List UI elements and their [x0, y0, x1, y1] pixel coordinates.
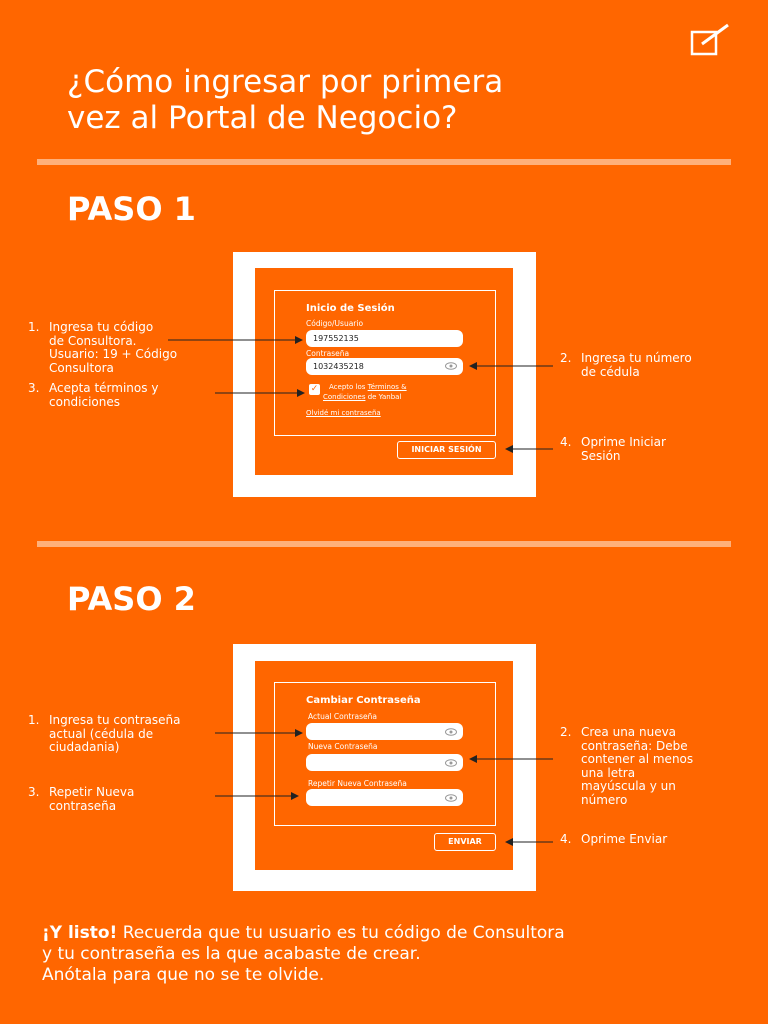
step2-instruction-3-text	[49, 786, 134, 813]
user-field[interactable]: 197552135	[306, 330, 463, 347]
step1-instruction-2	[560, 352, 760, 382]
password-field-value: 1032435218	[313, 362, 364, 371]
step1-instruction-4-num: 4.	[560, 435, 572, 449]
divider-middle	[37, 541, 731, 547]
step2-instruction-3-line: Repetir Nueva	[49, 785, 135, 799]
edit-icon[interactable]	[688, 22, 732, 58]
step2-instruction-1-line: ciudadania)	[49, 740, 120, 754]
terms-link[interactable]: Términos &	[367, 383, 407, 391]
closing-message	[42, 923, 742, 986]
password-field[interactable]	[306, 358, 463, 375]
step2-instruction-1-line: Ingresa tu contraseña	[49, 713, 181, 727]
step1-instruction-1-num: 1.	[28, 320, 40, 334]
terms-checkbox[interactable]: ✓	[310, 384, 319, 394]
step2-instruction-2-line: contener al menos	[581, 752, 694, 766]
step2-instruction-4	[560, 833, 760, 849]
step2-heading: PASO 2	[67, 580, 196, 618]
password-field-label: Contraseña	[306, 349, 350, 358]
step2-instruction-3-line: contraseña	[49, 798, 117, 813]
login-button[interactable]: INICIAR SESIÓN	[397, 441, 496, 459]
step2-instruction-2	[560, 726, 765, 811]
step1-instruction-3-line: condiciones	[49, 394, 121, 409]
step1-instruction-3-num: 3.	[28, 381, 40, 395]
step2-instruction-2-line: número	[581, 792, 628, 807]
step1-instruction-3-text	[49, 382, 158, 409]
step2-instruction-2-line: mayúscula y un	[581, 779, 676, 793]
forgot-password-link[interactable]: Olvidé mi contraseña	[306, 409, 381, 417]
step2-instruction-1-num: 1.	[28, 713, 40, 727]
step1-instruction-3	[28, 382, 228, 412]
step1-instruction-4-line: Sesión	[581, 448, 621, 463]
terms-text	[323, 382, 439, 402]
step1-instruction-1-line: Usuario: 19 + Código	[49, 347, 178, 361]
step2-instruction-2-num: 2.	[560, 725, 572, 739]
show-current-password-icon[interactable]	[445, 728, 457, 736]
change-password-title: Cambiar Contraseña	[306, 695, 421, 706]
new-password-field[interactable]	[306, 754, 463, 771]
step2-instruction-1	[28, 714, 228, 759]
divider-top	[37, 159, 731, 165]
step2-instruction-2-line: una letra	[581, 765, 636, 780]
step2-instruction-4-num: 4.	[560, 832, 572, 846]
step2-instruction-1-line: actual (cédula de	[49, 726, 154, 741]
step1-instruction-4-text	[581, 436, 666, 463]
send-button[interactable]: ENVIAR	[434, 833, 496, 851]
closing-line2: y tu contraseña es la que acabaste de crear.	[42, 944, 421, 964]
step2-instruction-2-text	[581, 726, 693, 807]
repeat-password-label: Repetir Nueva Contraseña	[308, 779, 407, 788]
step2-instruction-2-line: contraseña: Debe	[581, 738, 688, 753]
step2-instruction-3-num: 3.	[28, 785, 40, 799]
step1-instruction-2-text	[581, 352, 692, 379]
step1-instruction-1-line: de Consultora.	[49, 333, 137, 348]
show-password-icon[interactable]	[445, 362, 457, 370]
step1-instruction-1-line: Ingresa tu código	[49, 320, 154, 334]
step2-instruction-2-line: Crea una nueva	[581, 725, 677, 739]
current-password-label: Actual Contraseña	[308, 712, 377, 721]
step1-instruction-1	[28, 321, 228, 381]
login-form-title: Inicio de Sesión	[306, 303, 395, 314]
step2-instruction-3	[28, 786, 228, 816]
step1-heading: PASO 1	[67, 190, 196, 228]
terms-post: de Yanbal	[365, 393, 402, 401]
terms-pre: Acepto los	[329, 383, 368, 391]
step1-instruction-2-num: 2.	[560, 351, 572, 365]
closing-line1: Recuerda que tu usuario es tu código de Consultora	[117, 923, 565, 943]
show-new-password-icon[interactable]	[445, 759, 457, 767]
step1-instruction-4-line: Oprime Iniciar	[581, 435, 666, 449]
step1-instruction-2-line: de cédula	[581, 364, 640, 379]
step1-instruction-1-line: Consultora	[49, 360, 114, 375]
step1-instruction-2-line: Ingresa tu número	[581, 351, 692, 365]
show-repeat-password-icon[interactable]	[445, 794, 457, 802]
step1-instruction-3-line: Acepta términos y	[49, 381, 159, 395]
step2-instruction-1-text	[49, 714, 181, 755]
page-title	[67, 64, 727, 136]
step1-instruction-4	[560, 436, 760, 466]
current-password-field[interactable]	[306, 723, 463, 740]
page-title-line1: ¿Cómo ingresar por primera	[67, 64, 504, 100]
terms-link-conditions[interactable]: Condiciones	[323, 393, 366, 401]
page-title-line2: vez al Portal de Negocio?	[67, 100, 458, 136]
closing-bold: ¡Y listo!	[42, 923, 118, 943]
closing-line3: Anótala para que no se te olvide.	[42, 965, 325, 985]
step2-instruction-4-text: Oprime Enviar	[581, 832, 668, 846]
step1-instruction-1-text	[49, 321, 177, 375]
new-password-label: Nueva Contraseña	[308, 742, 378, 751]
user-field-label: Código/Usuario	[306, 319, 364, 328]
repeat-password-field[interactable]	[306, 789, 463, 806]
